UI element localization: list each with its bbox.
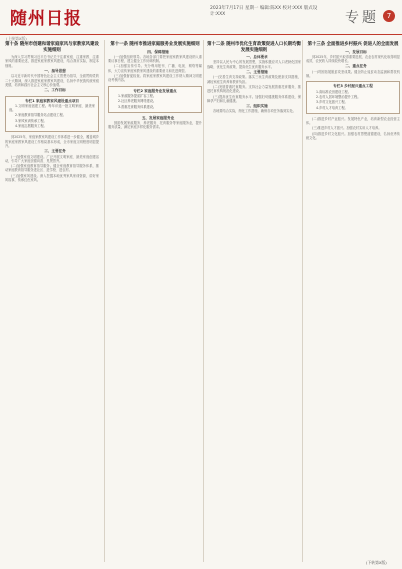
article-column xyxy=(207,40,301,558)
sidebar-box xyxy=(5,96,99,133)
article-paragraph: 为深入学习贯彻习近平总书记关于注重家庭、注重家教、注重家风的重要论述，推进家庭家教家风建设，结合我市实际，制定本细则。 xyxy=(5,55,99,68)
article-column xyxy=(108,40,202,558)
section-subheading: 五、发展家庭服务业 xyxy=(141,115,175,120)
sidebar-box-item: 2.农村人居环境整治提升工程。 xyxy=(316,94,361,99)
sidebar-box-item: 4.家庭志愿服务工程。 xyxy=(15,124,47,129)
issue-meta: 2023年7月17日 星期一 编辑:陈XX 校对:XXX 版式设计:XXX xyxy=(210,6,318,17)
article-paragraph: 各地要结合实际，细化工作措施，确保各项任务落到实处。 xyxy=(213,109,296,114)
sidebar-box xyxy=(108,86,202,113)
sidebar-box-title: 专栏2 家庭服务业发展重点 xyxy=(133,88,177,93)
masthead xyxy=(0,0,402,35)
sidebar-box-item: 2.家庭教育指导服务站点建设工程。 xyxy=(15,113,66,118)
article-paragraph: (三)提高优生优育服务水平。加强妇幼健康服务体系建设，保障孕产妇和儿童健康。 xyxy=(207,94,301,103)
article-headline: 第十三条 全面推进乡村振兴 促进人的全面发展 xyxy=(307,42,399,47)
sidebar-box xyxy=(306,81,400,113)
article-column xyxy=(306,40,400,558)
section-subheading: 一、总体要求 xyxy=(246,55,268,60)
sidebar-box-title: 专栏1 家庭家教家风建设重点项目 xyxy=(24,98,80,103)
sidebar-box-item: 2.社区养老服务网络建设。 xyxy=(118,99,157,104)
article-paragraph: (三)加强督促检查。将家庭家教家风建设工作纳入精神文明建设考核内容。 xyxy=(108,74,202,83)
column-divider xyxy=(203,40,204,562)
article-paragraph: (二)发展普惠托育服务。支持社会力量发展普惠托育服务，推进托育机构规范化建设。 xyxy=(207,84,301,94)
section-subheading: 二、工作目标 xyxy=(44,88,66,93)
section-subheading: 二、重点任务 xyxy=(345,64,367,69)
article-paragraph: (一)加强组织领导。各地各部门要把家庭家教家风建设纳入重要议事日程，建立健全工作协调机制。 xyxy=(108,54,202,64)
article-paragraph: 坚持以人民为中心的发展思想，实施积极应对人口老龄化国家战略，优化生育政策，提高优生优育服务水平。 xyxy=(207,60,301,69)
continued-note: (上接第X版) xyxy=(6,36,27,41)
section-title: 专题 xyxy=(345,10,379,26)
section-subheading: 一、发展目标 xyxy=(345,49,367,54)
article-paragraph: (三)加强家风建设。深入挖掘本地优秀家风家训资源，讲好家风故事，传承红色家风。 xyxy=(5,173,99,183)
article-paragraph: (四)推进乡村文化振兴。加强农村思想道德建设，弘扬优秀传统文化。 xyxy=(306,131,400,141)
section-subheading: 二、主要措施 xyxy=(246,70,268,75)
article-headline: 第十条 随州市创建和谐家庭家风与家教家风建设实施细则 xyxy=(5,42,99,53)
sidebar-box-item: 4.乡村人才培育工程。 xyxy=(316,105,348,110)
sidebar-box-item: 1.高标准农田建设工程。 xyxy=(316,89,351,94)
section-subheading: 三、主要任务 xyxy=(44,149,66,154)
article-paragraph: (三)推进乡村人才振兴。加强农村实用人才培养。 xyxy=(312,126,382,131)
continued-footer: (下转第X版) xyxy=(366,560,387,565)
article-paragraph: (二)推进乡村产业振兴。发展特色产业，培育新型农业经营主体。 xyxy=(306,116,400,126)
article-paragraph: (一)巩固拓展脱贫攻坚成果。健全防止返贫动态监测和帮扶机制。 xyxy=(306,69,400,79)
article-headline: 第十一条 随州市推进家庭服务业发展实施细则 xyxy=(110,42,200,47)
article-paragraph: (二)加强宣传引导。充分利用报刊、广播、电视、网络等媒体，大力宣传家庭家教家风建设的重要意义和先进典型。 xyxy=(108,64,202,73)
sidebar-box-item: 1.家政服务提质扩容工程。 xyxy=(118,93,157,98)
column-divider xyxy=(104,40,105,562)
page-number-badge: 7 xyxy=(383,10,395,22)
section-subheading: 一、指导思想 xyxy=(44,69,66,74)
article-column xyxy=(5,40,99,558)
sidebar-box-title: 专栏3 乡村振兴重点工程 xyxy=(333,84,373,89)
article-paragraph: (二)加强家庭教育指导服务。健全家庭教育指导服务体系，推动家庭教育指导服务进社区、进学校、进农村。 xyxy=(5,164,99,173)
article-headline: 第十二条 随州市优化生育政策促进人口长期均衡发展实施细则 xyxy=(207,42,301,53)
section-subheading: 四、保障措施 xyxy=(147,49,169,54)
article-paragraph: 鼓励发展家政服务、养老服务、托育服务等家庭服务业，提升服务质量，满足家庭多样化服务需求。 xyxy=(108,121,202,130)
sidebar-box-item: 1.文明家庭创建工程。每年评选一批文明家庭、最美家庭。 xyxy=(9,103,95,113)
article-paragraph: 到2025年，家庭家教家风建设工作体系进一步健全，覆盖城乡的家庭家教家风建设工作格局基本形成，全市家庭文明程度明显提升。 xyxy=(5,135,99,148)
column-divider xyxy=(302,40,303,562)
article-paragraph: (一)加强家庭文明建设。广泛开展文明家庭、最美家庭创建活动，引导广大家庭崇德向善、见贤思齐。 xyxy=(5,154,99,163)
article-paragraph: 以习近平新时代中国特色社会主义思想为指导，全面贯彻党的二十大精神，深入推进家庭家教家风建设，弘扬中华民族传统家庭美德，培育和践行社会主义核心价值观。 xyxy=(5,74,99,87)
sidebar-box-item: 3.家风家训传承工程。 xyxy=(15,118,47,123)
article-paragraph: 到2025年，乡村振兴取得重要进展，农业农村现代化取得明显成效，农民收入持续较快增长。 xyxy=(306,54,400,64)
section-subheading: 三、组织实施 xyxy=(246,104,268,109)
newspaper-logo: 随州日报 xyxy=(10,9,82,29)
sidebar-box-item: 3.乡村文化振兴工程。 xyxy=(316,100,348,105)
sidebar-box-item: 3.普惠托育服务体系建设。 xyxy=(118,104,157,109)
article-paragraph: (一)完善生育支持政策。落实三孩生育政策及配套支持措施，减轻家庭生育养育教育负担。 xyxy=(207,75,301,84)
